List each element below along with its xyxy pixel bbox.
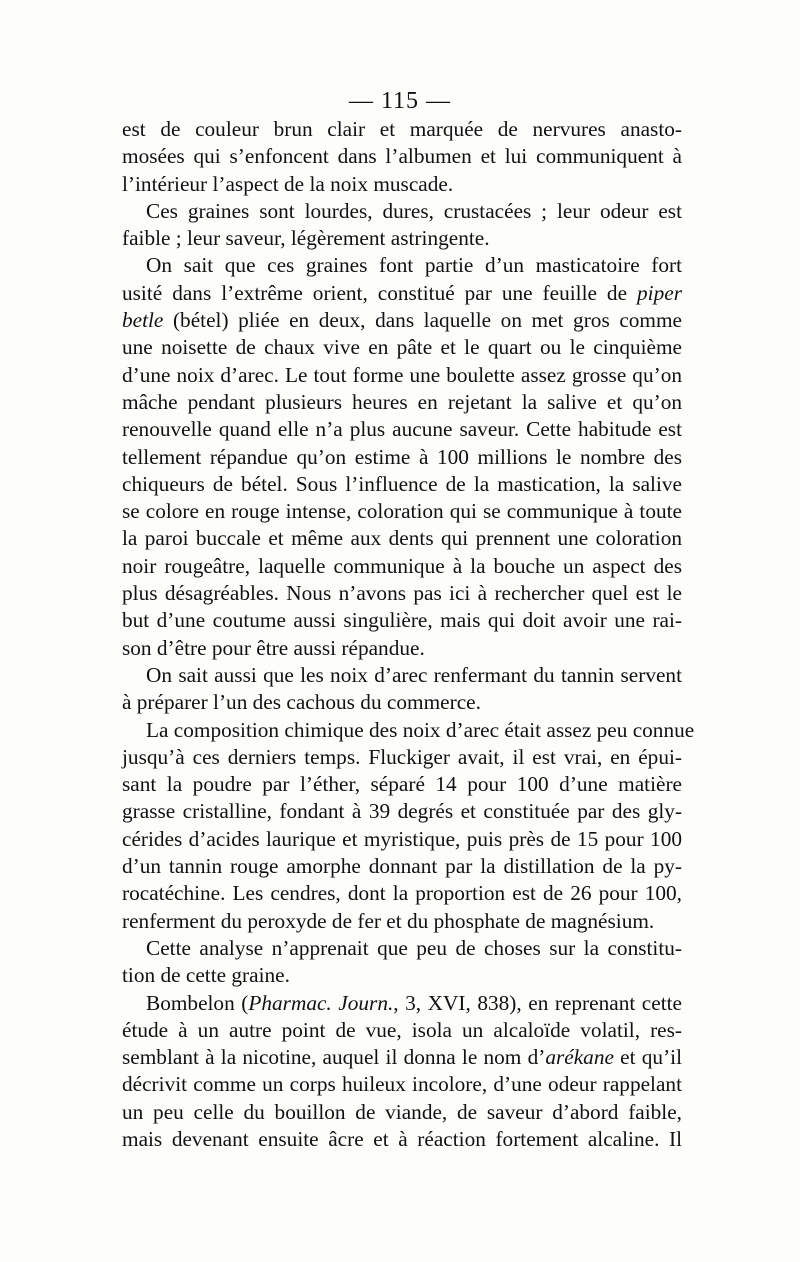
text-line: betle (bétel) pliée en deux, dans laquelle on met gros comme <box>122 308 682 333</box>
text-line: rocatéchine. Les cendres, dont la proportion est de 26 pour 100, <box>122 881 682 906</box>
paragraph-4 <box>122 662 682 717</box>
text-line: semblant à la nicotine, auquel il donna le nom d’arékane et qu’il <box>122 1045 682 1070</box>
paragraph-5 <box>122 717 695 935</box>
text-line: jusqu’à ces derniers temps. Fluckiger avait, il est vrai, en épui- <box>122 744 682 769</box>
text-line: décrivit comme un corps huileux incolore, d’une odeur rappelant <box>122 1072 682 1097</box>
text-line: mais devenant ensuite âcre et à réaction fortement alcaline. Il <box>122 1126 682 1151</box>
text-line: grasse cristalline, fondant à 39 degrés et constituée par des gly- <box>122 799 682 824</box>
text-line: à préparer l’un des cachous du commerce. <box>122 690 481 715</box>
text-line: On sait que ces graines font partie d’un masticatoire fort <box>146 253 682 278</box>
text-line: Ces graines sont lourdes, dures, crustacées ; leur odeur est <box>146 198 682 223</box>
paragraph-7 <box>122 990 682 1154</box>
text-line: mosées qui s’enfoncent dans l’albumen et lui communiquent à <box>122 144 682 169</box>
text-line: Bombelon (Pharmac. Journ., 3, XVI, 838), en reprenant cette <box>146 990 682 1015</box>
paragraph-3 <box>122 252 682 661</box>
text-line: tion de cette graine. <box>122 963 290 988</box>
text-line: étude à un autre point de vue, isola un alcaloïde volatil, res- <box>122 1017 682 1042</box>
text-line: renferment du peroxyde de fer et du phosphate de magnésium. <box>122 908 655 933</box>
paragraph-1 <box>122 116 682 198</box>
paragraph-6 <box>122 935 682 990</box>
text-line: est de couleur brun clair et marquée de nervures anasto- <box>122 117 682 141</box>
text-line: plus désagréables. Nous n’avons pas ici à rechercher quel est le <box>122 581 682 606</box>
text-line: d’un tannin rouge amorphe donnant par la distillation de la py- <box>122 854 682 879</box>
page-number: — 115 — <box>348 88 452 114</box>
text-line: Cette analyse n’apprenait que peu de choses sur la constitu- <box>146 935 682 960</box>
text-line: usité dans l’extrême orient, constitué par une feuille de piper <box>122 280 682 305</box>
text-line: chiqueurs de bétel. Sous l’influence de la mastication, la salive <box>122 471 682 496</box>
text-line: se colore en rouge intense, coloration qui se communique à toute <box>122 499 682 524</box>
text-line: noir rougeâtre, laquelle communique à la bouche un aspect des <box>122 553 682 578</box>
text-line: La composition chimique des noix d’arec était assez peu connue <box>146 717 695 742</box>
text-line: un peu celle du bouillon de viande, de saveur d’abord faible, <box>122 1099 682 1124</box>
text-line: tellement répandue qu’on estime à 100 millions le nombre des <box>122 444 682 469</box>
text-line: faible ; leur saveur, légèrement astringente. <box>122 226 490 251</box>
paragraph-2 <box>122 198 682 253</box>
text-line: cérides d’acides laurique et myristique, puis près de 15 pour 100 <box>122 826 682 851</box>
text-line: but d’une coutume aussi singulière, mais qui doit avoir une rai- <box>122 608 682 633</box>
text-line: son d’être pour être aussi répandue. <box>122 635 425 660</box>
text-line: On sait aussi que les noix d’arec renfermant du tannin servent <box>146 662 682 687</box>
text-line: mâche pendant plusieurs heures en rejetant la salive et qu’on <box>122 389 682 414</box>
text-line: l’intérieur l’aspect de la noix muscade. <box>122 171 454 196</box>
text-line: la paroi buccale et même aux dents qui prennent une coloration <box>122 526 682 551</box>
text-line: d’une noix d’arec. Le tout forme une boulette assez grosse qu’on <box>122 362 682 387</box>
text-line: sant la poudre par l’éther, séparé 14 pour 100 d’une matière <box>122 772 682 797</box>
body-text <box>122 116 695 1153</box>
text-line: renouvelle quand elle n’a plus aucune saveur. Cette habitude est <box>122 417 682 442</box>
text-line: une noisette de chaux vive en pâte et le quart ou le cinquième <box>122 335 682 360</box>
